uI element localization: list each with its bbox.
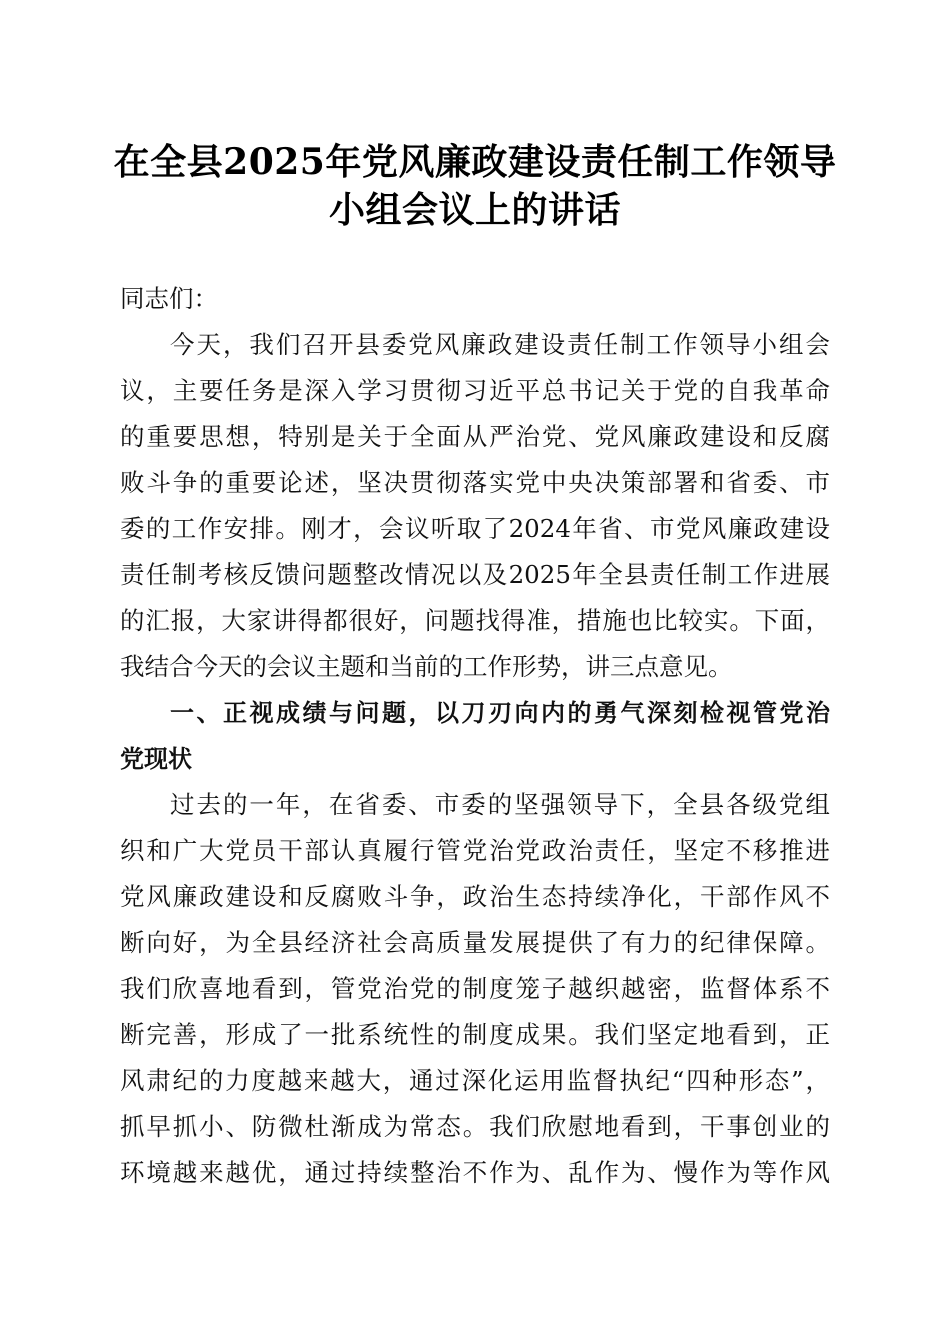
paragraph-line: 的重要思想，特别是关于全面从严治党、党风廉政建设和反腐 (120, 422, 830, 451)
heading-line: 党现状 (120, 745, 192, 773)
salutation: 同志们： (120, 284, 218, 313)
paragraph-line: 我们欣喜地看到，管党治党的制度笼子越织越密，监督体系不 (120, 974, 830, 1003)
document-title (100, 138, 850, 234)
paragraph-line: 断向好，为全县经济社会高质量发展提供了有力的纪律保障。 (120, 928, 830, 957)
paragraph-line: 过去的一年，在省委、市委的坚强领导下，全县各级党组 (170, 790, 830, 819)
title-line-1: 在全县2025年党风廉政建设责任制工作领导 (113, 141, 837, 183)
paragraph-line: 抓早抓小、防微杜渐成为常态。我们欣慰地看到，干事创业的 (120, 1112, 830, 1141)
paragraph-opening (120, 322, 830, 690)
paragraph-line: 议，主要任务是深入学习贯彻习近平总书记关于党的自我革命 (120, 376, 830, 405)
paragraph-achievements (120, 782, 830, 1196)
section-heading-1 (120, 690, 830, 782)
paragraph-line: 风肃纪的力度越来越大，通过深化运用监督执纪“四种形态”， (120, 1066, 830, 1095)
title-line-2: 小组会议上的讲话 (328, 189, 621, 231)
paragraph-line: 织和广大党员干部认真履行管党治党政治责任，坚定不移推进 (120, 836, 830, 865)
paragraph-line: 责任制考核反馈问题整改情况以及2025年全县责任制工作进展 (120, 560, 830, 589)
paragraph-line: 断完善，形成了一批系统性的制度成果。我们坚定地看到，正 (120, 1020, 830, 1049)
paragraph-line: 败斗争的重要论述，坚决贯彻落实党中央决策部署和省委、市 (120, 468, 830, 497)
paragraph-line: 的汇报，大家讲得都很好，问题找得准，措施也比较实。下面， (120, 606, 830, 635)
paragraph-line: 今天，我们召开县委党风廉政建设责任制工作领导小组会 (170, 330, 830, 359)
document-body (120, 276, 830, 1196)
paragraph-line: 党风廉政建设和反腐败斗争，政治生态持续净化，干部作风不 (120, 882, 830, 911)
paragraph-line: 委的工作安排。刚才，会议听取了2024年省、市党风廉政建设 (120, 514, 830, 543)
paragraph-line: 环境越来越优，通过持续整治不作为、乱作为、慢作为等作风 (120, 1158, 830, 1187)
heading-line: 一、正视成绩与问题，以刀刃向内的勇气深刻检视管党治 (170, 699, 830, 727)
paragraph-line: 我结合今天的会议主题和当前的工作形势，讲三点意见。 (120, 652, 733, 681)
